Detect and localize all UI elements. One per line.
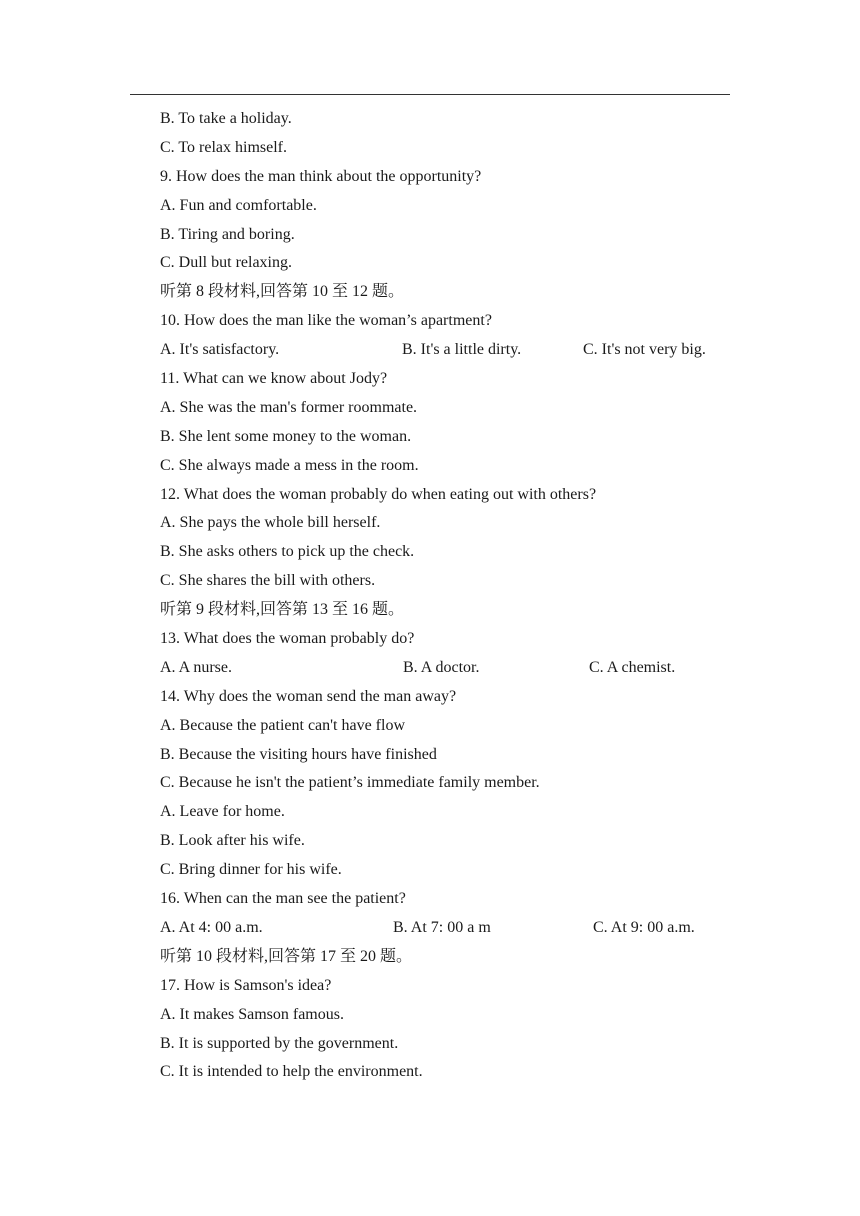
option-line: A. Fun and comfortable. bbox=[160, 196, 317, 214]
option-line: C. She shares the bill with others. bbox=[160, 572, 376, 590]
option-line: A. She was the man's former roommate. bbox=[160, 398, 418, 416]
question-11: 11. What can we know about Jody? bbox=[160, 370, 388, 388]
option-line: C. It is intended to help the environment. bbox=[160, 1063, 423, 1081]
option-row bbox=[160, 336, 730, 365]
option-line: B. Because the visiting hours have finished bbox=[160, 745, 437, 763]
question-9: 9. How does the man think about the opportunity? bbox=[160, 167, 482, 185]
option-line: B. Tiring and boring. bbox=[160, 225, 295, 243]
option-line: A. Because the patient can't have flow bbox=[160, 716, 406, 734]
option-b: B. It's a little dirty. bbox=[402, 341, 522, 359]
option-row bbox=[160, 914, 730, 943]
question-10: 10. How does the man like the woman’s apartment? bbox=[160, 312, 492, 330]
option-line: C. Dull but relaxing. bbox=[160, 254, 292, 272]
option-a: A. It's satisfactory. bbox=[160, 341, 280, 359]
option-a: A. A nurse. bbox=[160, 658, 232, 676]
option-line: C. Because he isn't the patient’s immediate family member. bbox=[160, 774, 540, 792]
question-17: 17. How is Samson's idea? bbox=[160, 976, 332, 994]
option-c: C. At 9: 00 a.m. bbox=[593, 918, 695, 936]
option-line: A. Leave for home. bbox=[160, 803, 285, 821]
section-instruction: 听第 9 段材料,回答第 13 至 16 题。 bbox=[160, 601, 405, 619]
question-16: 16. When can the man see the patient? bbox=[160, 890, 406, 908]
option-line: C. To relax himself. bbox=[160, 138, 288, 156]
option-c: C. It's not very big. bbox=[583, 341, 706, 359]
question-13: 13. What does the woman probably do? bbox=[160, 630, 415, 648]
option-row bbox=[160, 654, 730, 683]
option-line: C. She always made a mess in the room. bbox=[160, 456, 419, 474]
option-line: A. It makes Samson famous. bbox=[160, 1005, 344, 1023]
section-instruction: 听第 10 段材料,回答第 17 至 20 题。 bbox=[160, 947, 413, 965]
option-a: A. At 4: 00 a.m. bbox=[160, 918, 263, 936]
question-12: 12. What does the woman probably do when eating out with others? bbox=[160, 485, 597, 503]
option-line: B. To take a holiday. bbox=[160, 110, 292, 127]
question-14: 14. Why does the woman send the man away? bbox=[160, 687, 457, 705]
option-c: C. A chemist. bbox=[589, 658, 676, 676]
section-instruction: 听第 8 段材料,回答第 10 至 12 题。 bbox=[160, 283, 405, 301]
option-line: C. Bring dinner for his wife. bbox=[160, 861, 342, 879]
option-line: B. It is supported by the government. bbox=[160, 1034, 399, 1052]
option-line: B. She lent some money to the woman. bbox=[160, 427, 412, 445]
option-line: B. She asks others to pick up the check. bbox=[160, 543, 415, 561]
option-line: B. Look after his wife. bbox=[160, 832, 305, 850]
page-content bbox=[160, 105, 730, 1087]
option-line: A. She pays the whole bill herself. bbox=[160, 514, 381, 532]
option-b: B. At 7: 00 a m bbox=[393, 918, 491, 936]
header-rule bbox=[130, 94, 730, 95]
option-b: B. A doctor. bbox=[403, 658, 480, 676]
